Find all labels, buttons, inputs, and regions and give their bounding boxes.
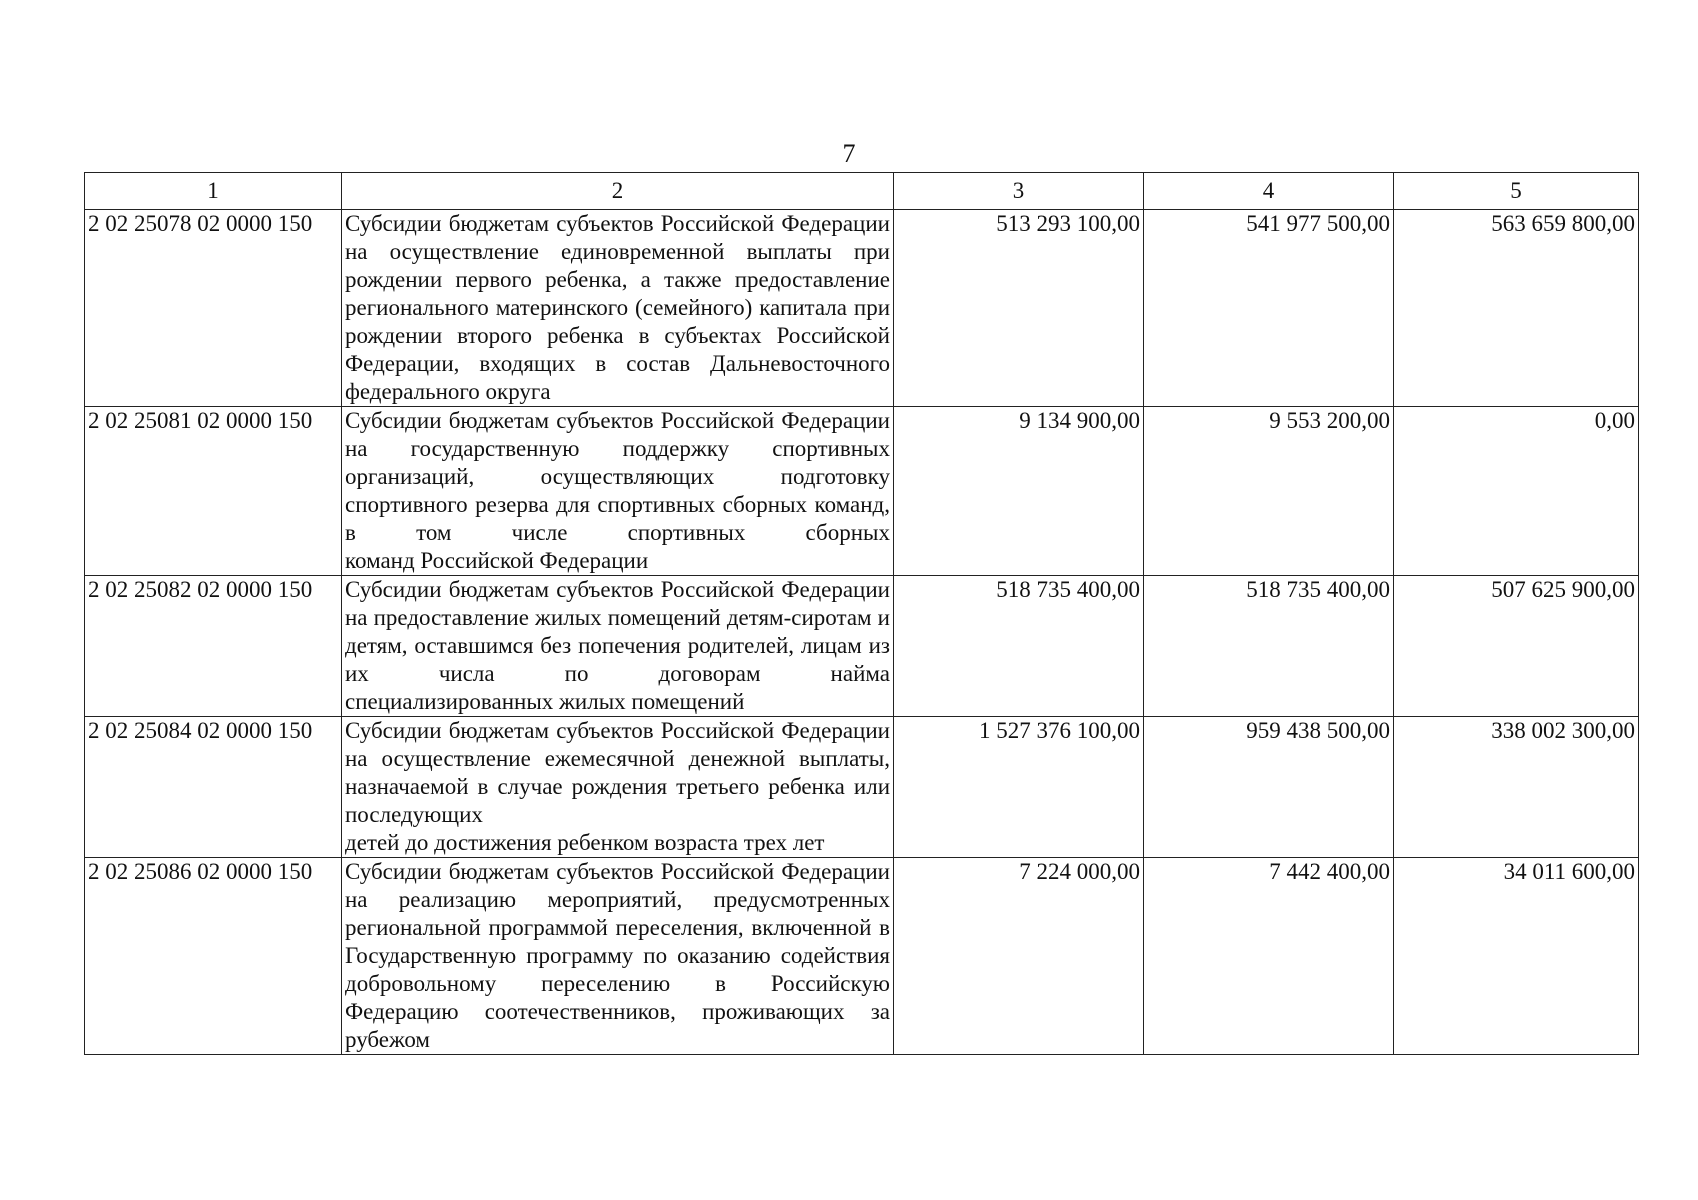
page-number: 7 bbox=[842, 139, 856, 168]
table-row bbox=[85, 858, 1639, 1055]
amount-col-5: 0,00 bbox=[1394, 407, 1639, 576]
description-text: Субсидии бюджетам субъектов Российской Федерации на предоставление жилых помещений детям-сиротам и детям, оставшимся без попечения родителей, лицам из их числа по договорам найма bbox=[345, 577, 890, 686]
header-row bbox=[85, 173, 1639, 210]
income-code: 2 02 25082 02 0000 150 bbox=[85, 576, 342, 717]
amount-col-3: 513 293 100,00 bbox=[894, 210, 1144, 407]
description-last-line: федерального округа bbox=[345, 379, 551, 404]
description-last-line: рубежом bbox=[345, 1027, 430, 1052]
income-description bbox=[342, 717, 894, 858]
amount-col-4: 9 553 200,00 bbox=[1144, 407, 1394, 576]
amount-col-5: 563 659 800,00 bbox=[1394, 210, 1639, 407]
income-code: 2 02 25081 02 0000 150 bbox=[85, 407, 342, 576]
amount-col-4: 7 442 400,00 bbox=[1144, 858, 1394, 1055]
table-row bbox=[85, 717, 1639, 858]
header-col-1: 1 bbox=[85, 173, 342, 210]
amount-col-5: 507 625 900,00 bbox=[1394, 576, 1639, 717]
description-text: Субсидии бюджетам субъектов Российской Федерации на государственную поддержку спортивных организаций, осуществляющих подготовку спортивного резерва для спортивных сборных команд, в том числе спортивных сборных bbox=[345, 408, 890, 545]
header-col-2: 2 bbox=[342, 173, 894, 210]
amount-col-4: 541 977 500,00 bbox=[1144, 210, 1394, 407]
budget-table bbox=[84, 172, 1639, 1055]
income-description bbox=[342, 576, 894, 717]
header-col-3: 3 bbox=[894, 173, 1144, 210]
amount-col-4: 518 735 400,00 bbox=[1144, 576, 1394, 717]
amount-col-3: 9 134 900,00 bbox=[894, 407, 1144, 576]
description-last-line: специализированных жилых помещений bbox=[345, 689, 745, 714]
table-row bbox=[85, 407, 1639, 576]
table-row bbox=[85, 576, 1639, 717]
amount-col-3: 518 735 400,00 bbox=[894, 576, 1144, 717]
table-row bbox=[85, 210, 1639, 407]
description-last-line: команд Российской Федерации bbox=[345, 548, 649, 573]
header-col-4: 4 bbox=[1144, 173, 1394, 210]
amount-col-3: 1 527 376 100,00 bbox=[894, 717, 1144, 858]
amount-col-5: 338 002 300,00 bbox=[1394, 717, 1639, 858]
description-last-line: детей до достижения ребенком возраста трех лет bbox=[345, 830, 825, 855]
income-code: 2 02 25086 02 0000 150 bbox=[85, 858, 342, 1055]
income-code: 2 02 25084 02 0000 150 bbox=[85, 717, 342, 858]
amount-col-4: 959 438 500,00 bbox=[1144, 717, 1394, 858]
income-description bbox=[342, 858, 894, 1055]
description-text: Субсидии бюджетам субъектов Российской Федерации на реализацию мероприятий, предусмотренных региональной программой переселения, включенной в Государственную программу по оказанию содействия добровольному переселению в Российскую Федерацию соотечественников, проживающих за bbox=[345, 859, 890, 1024]
description-text: Субсидии бюджетам субъектов Российской Федерации на осуществление ежемесячной денежной выплаты, назначаемой в случае рождения третьего ребенка или последующих bbox=[345, 718, 890, 827]
description-text: Субсидии бюджетам субъектов Российской Федерации на осуществление единовременной выплаты при рождении первого ребенка, а также предоставление регионального материнского (семейного) капитала при рождении второго ребенка в субъектах Российской Федерации, входящих в состав Дальневосточного bbox=[345, 211, 890, 376]
header-col-5: 5 bbox=[1394, 173, 1639, 210]
income-description bbox=[342, 210, 894, 407]
income-code: 2 02 25078 02 0000 150 bbox=[85, 210, 342, 407]
amount-col-5: 34 011 600,00 bbox=[1394, 858, 1639, 1055]
amount-col-3: 7 224 000,00 bbox=[894, 858, 1144, 1055]
income-description bbox=[342, 407, 894, 576]
